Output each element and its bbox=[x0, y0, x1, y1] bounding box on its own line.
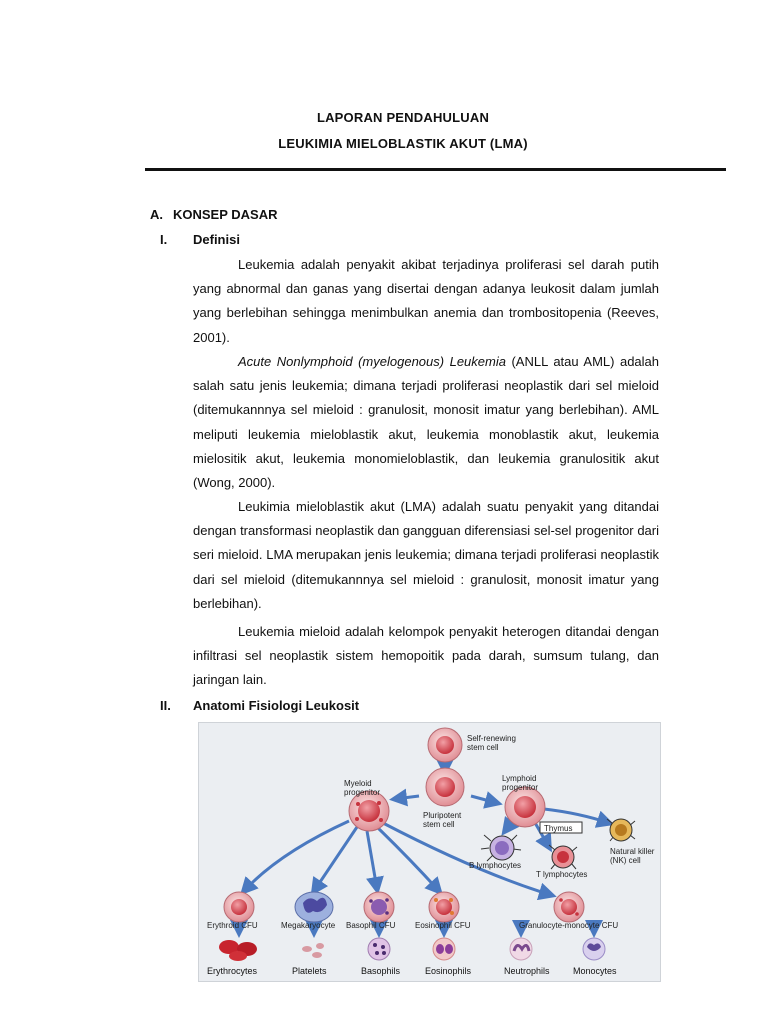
monocytes-cells bbox=[583, 938, 605, 960]
title-divider bbox=[145, 168, 726, 171]
subsection-1-title: Definisi bbox=[193, 232, 240, 247]
platelets-cells bbox=[302, 943, 324, 958]
mature-cell-label: Monocytes bbox=[573, 966, 617, 976]
nk-label-1: Natural killer bbox=[610, 847, 655, 856]
arrows bbox=[239, 761, 609, 932]
cfu-label: Granulocyte-monocyte CFU bbox=[519, 921, 619, 930]
definition-paragraph-1: Leukemia adalah penyakit akibat terjadinya proliferasi sel darah putih yang abnormal dan ganas yang disertai dengan adanya leukosit dalam jumlah yang berlebihan sehingga menimbulkan anemia dan trombositopenia (Reeves, 2001). bbox=[193, 257, 659, 345]
t-lymphocytes-label: T lymphocytes bbox=[536, 870, 588, 879]
erythrocytes-cells bbox=[219, 940, 257, 961]
cfu-label: Erythroid CFU bbox=[207, 921, 258, 930]
b-lymphocyte-cell bbox=[481, 835, 521, 861]
nk-cell bbox=[607, 819, 635, 841]
section-a-label: A. bbox=[150, 207, 163, 222]
nk-label-2: (NK) cell bbox=[610, 856, 641, 865]
myeloid-progenitor-cell bbox=[349, 791, 389, 831]
cfu-label: Basophil CFU bbox=[346, 921, 396, 930]
megakaryocyte-cell bbox=[295, 892, 333, 922]
stem-cell-label-1: Self-renewing bbox=[467, 734, 516, 743]
definition-paragraph-3: Leukimia mieloblastik akut (LMA) adalah suatu penyakit yang ditandai dengan transformasi neoplastik dan gangguan diferensiasi sel-sel progenitor dari seri mieloid. LMA merupakan jenis leukemia; dimana terjadi proliferasi neoplastik dari sel mieloid (ditemukannnya sel mieloid : granulosit, monosit imatur yang berlebihan). bbox=[193, 499, 659, 611]
pluripotent-label-2: stem cell bbox=[423, 820, 455, 829]
subsection-2-label: II. bbox=[160, 698, 171, 713]
eosinophil-cfu-cell bbox=[429, 892, 459, 922]
definition-paragraph-2: Acute Nonlymphoid (myelogenous) Leukemia (ANLL atau AML) adalah salah satu jenis leukemia; dimana terjadi proliferasi neoplastik dari sel mieloid (ditemukannnya sel mieloid : granulosit, monosit imatur yang berlebihan). AML meliputi leukemia mieloblastik akut, leukemia monoblastik akut, leukemia mielositik akut, leukemia monomieloblastik, dan leukemia granulositik akut (Wong, 2000). bbox=[193, 354, 659, 491]
basophil-cfu-cell bbox=[364, 892, 394, 922]
pluripotent-label-1: Pluripotent bbox=[423, 811, 462, 820]
subsection-1-label: I. bbox=[160, 232, 168, 247]
cfu-label: Eosinophil CFU bbox=[415, 921, 471, 930]
subsection-2-title: Anatomi Fisiologi Leukosit bbox=[193, 698, 360, 713]
stem-cell-label-2: stem cell bbox=[467, 743, 499, 752]
mature-cell-label: Basophils bbox=[361, 966, 401, 976]
mature-cell-label: Neutrophils bbox=[504, 966, 550, 976]
mature-cell-label: Platelets bbox=[292, 966, 327, 976]
eosinophils-cells bbox=[433, 938, 455, 960]
lymphoid-progenitor-cell bbox=[505, 787, 545, 827]
myeloid-label-1: Myeloid bbox=[344, 779, 372, 788]
section-a-title: KONSEP DASAR bbox=[173, 207, 278, 222]
myeloid-label-2: progenitor bbox=[344, 788, 381, 797]
document-title: LAPORAN PENDAHULUAN bbox=[316, 110, 490, 125]
b-lymphocytes-label: B lymphocytes bbox=[469, 861, 522, 870]
mature-cell-label: Eosinophils bbox=[425, 966, 472, 976]
stem-cell bbox=[428, 728, 462, 762]
document-subtitle: LEUKIMIA MIELOBLASTIK AKUT (LMA) bbox=[278, 136, 528, 151]
t-lymphocyte-cell bbox=[549, 845, 577, 869]
granulocyte-monocyte-cfu-cell bbox=[554, 892, 584, 922]
mature-cell-label: Erythrocytes bbox=[207, 966, 258, 976]
erythroid-cfu-cell bbox=[224, 892, 254, 922]
cfu-label: Megakaryocyte bbox=[281, 921, 336, 930]
lymphoid-label-1: Lymphoid bbox=[502, 774, 537, 783]
definition-paragraph-4: Leukemia mieloid adalah kelompok penyakit heterogen ditandai dengan infiltrasi sel neoplastik sistem hemopoitik pada darah, sumsum tulang, dan jaringan lain. bbox=[193, 624, 659, 688]
hematopoiesis-diagram bbox=[198, 722, 661, 982]
neutrophils-cells bbox=[510, 938, 532, 960]
basophils-cells bbox=[368, 938, 390, 960]
lymphoid-label-2: progenitor bbox=[502, 783, 539, 792]
thymus-label: Thymus bbox=[544, 824, 573, 833]
pluripotent-cell bbox=[426, 768, 464, 806]
